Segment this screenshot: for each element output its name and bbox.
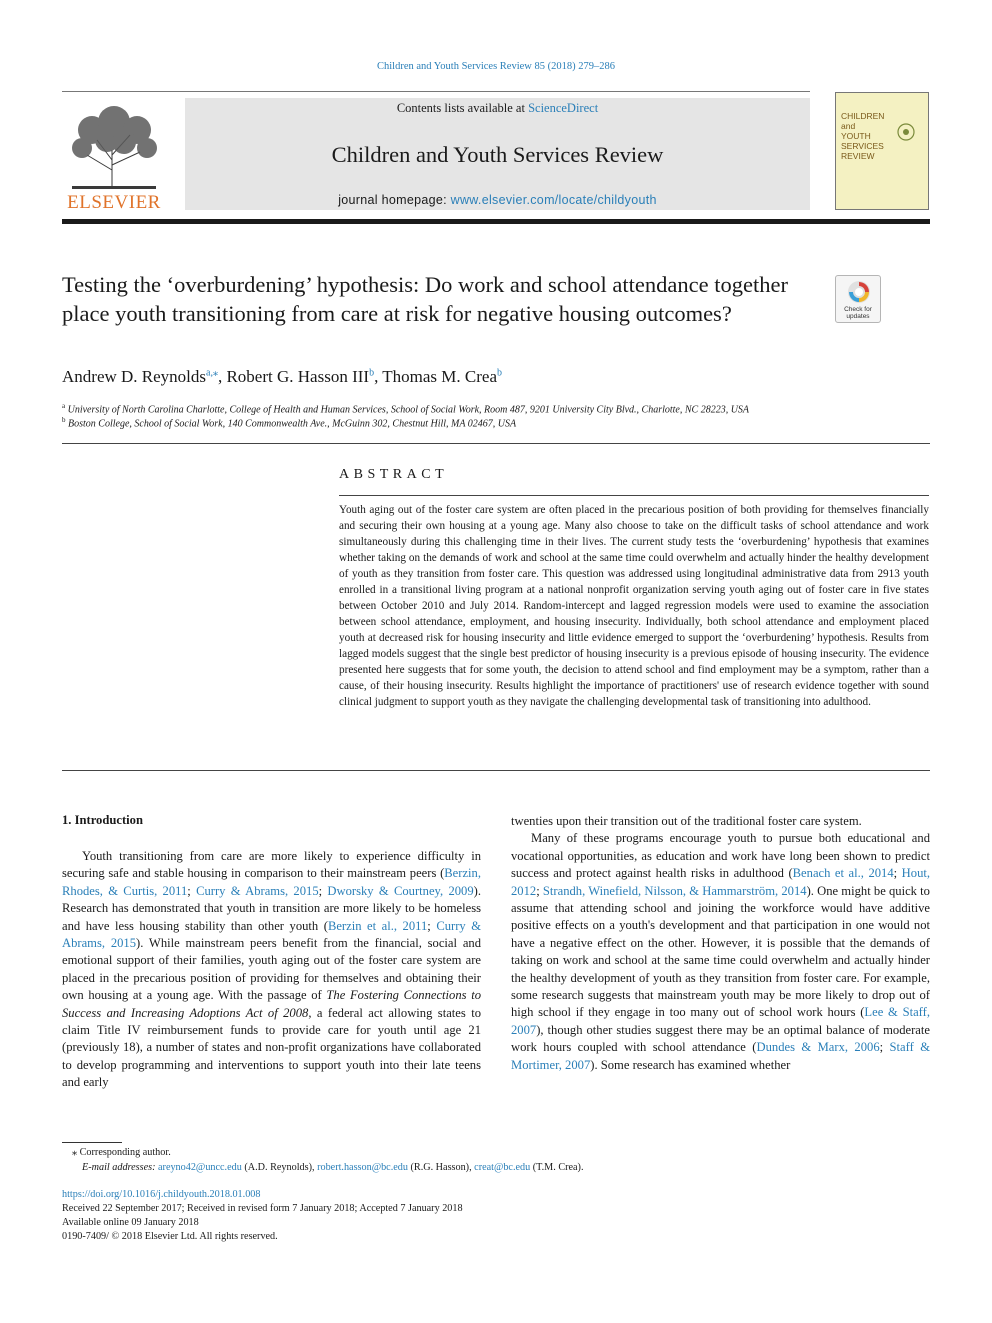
email-owner: (R.G. Hasson), bbox=[407, 1162, 475, 1173]
body-text: ). One might be quick to assume that attending school and joining the workforce would have additive positive effects on a youth's development and that participation in one would not have a negative effect on the other. However, it is possible that the demands of taking on work and school at the same time could overwhelm and actually hinder the healthy development of youth as they transition from foster care. For example, some research suggests that mainstream youth may be more likely to drop out of high school if they engage in too many out of school work hours ( bbox=[511, 883, 930, 1020]
affiliation-mark: a bbox=[62, 402, 66, 410]
contents-prefix: Contents lists available at bbox=[396, 101, 529, 115]
check-for-updates-badge[interactable] bbox=[835, 275, 881, 323]
abstract-heading: ABSTRACT bbox=[339, 467, 449, 482]
email-link[interactable]: creat@bc.edu bbox=[474, 1162, 531, 1173]
corresponding-text: Corresponding author. bbox=[77, 1147, 171, 1158]
email-label: E-mail addresses: bbox=[82, 1162, 159, 1173]
body-text: ). Research has demonstrated that youth in transition are more likely to be homeless and have less housing stability than other youth ( bbox=[62, 883, 481, 933]
author-affil-mark[interactable]: b bbox=[369, 367, 375, 379]
paragraph bbox=[62, 848, 481, 1092]
affiliation-rule bbox=[62, 443, 930, 444]
elsevier-logo[interactable] bbox=[62, 100, 166, 212]
author-separator: , bbox=[217, 367, 227, 386]
body-text: ; bbox=[427, 918, 437, 933]
citation-link[interactable]: Dworsky & Courtney, 2009 bbox=[327, 883, 474, 898]
citation-link[interactable]: Curry & Abrams, 2015 bbox=[196, 883, 319, 898]
author-name[interactable]: Thomas M. Crea bbox=[382, 367, 497, 386]
email-owner: (A.D. Reynolds), bbox=[241, 1162, 318, 1173]
author-affil-mark[interactable]: a,⁎ bbox=[206, 367, 218, 379]
body-text: ). Some research has examined whether bbox=[590, 1057, 791, 1072]
affiliation-mark: b bbox=[62, 416, 66, 424]
citation-link[interactable]: Berzin, Rhodes, & Curtis, 2011 bbox=[62, 866, 481, 898]
body-text: Youth transitioning from care are more likely to experience difficulty in securing safe and stable housing in comparison to their mainstream peers ( bbox=[62, 849, 481, 881]
paragraph bbox=[511, 830, 930, 1074]
journal-cover[interactable] bbox=[835, 92, 929, 210]
cover-title-line: SERVICES bbox=[841, 141, 884, 151]
badge-label-line2: updates bbox=[846, 313, 870, 320]
journal-citation[interactable]: Children and Youth Services Review 85 (2018) 279–286 bbox=[377, 61, 615, 72]
email-owner: (T.M. Crea). bbox=[530, 1162, 584, 1173]
sciencedirect-link[interactable]: ScienceDirect bbox=[528, 101, 599, 115]
copyright-line: 0190-7409/ © 2018 Elsevier Ltd. All rights reserved. bbox=[62, 1231, 278, 1242]
abstract-rule bbox=[339, 495, 929, 496]
author-name[interactable]: Andrew D. Reynolds bbox=[62, 367, 207, 386]
citation-link[interactable]: Staff & Mortimer, 2007 bbox=[511, 1040, 931, 1072]
cover-title-line: REVIEW bbox=[841, 151, 875, 161]
abstract-bottom-rule bbox=[62, 770, 930, 771]
elsevier-tree-icon bbox=[62, 100, 166, 192]
body-text: ; bbox=[536, 883, 543, 898]
body-text: ; bbox=[187, 883, 197, 898]
author-affil-mark[interactable]: b bbox=[497, 367, 502, 379]
body-text: twenties upon their transition out of the traditional foster care system. bbox=[511, 814, 862, 828]
body-text: ). While mainstream peers benefit from the financial, social and emotional support of their families, youth aging out of the foster care system are placed in the precarious position of providing for themselves and obtaining their own housing at a young age. With the passage of bbox=[62, 936, 481, 1003]
affiliation-text: Boston College, School of Social Work, 140 Commonwealth Ave., McGuinn 302, Chestnut Hill, MA 02467, USA bbox=[68, 418, 517, 430]
elsevier-wordmark: ELSEVIER bbox=[67, 192, 161, 213]
paragraph bbox=[511, 813, 930, 830]
homepage-line bbox=[185, 193, 810, 207]
citation-link[interactable]: Benach et al., 2014 bbox=[792, 866, 894, 881]
cover-title bbox=[841, 111, 891, 161]
corresponding-mark: ⁎ bbox=[72, 1147, 78, 1158]
footnote-rule bbox=[62, 1142, 122, 1143]
header-thick-rule bbox=[62, 219, 930, 224]
homepage-link[interactable]: www.elsevier.com/locate/childyouth bbox=[450, 193, 657, 207]
cover-title-line: and bbox=[841, 121, 856, 131]
corresponding-note bbox=[72, 1147, 171, 1158]
left-column bbox=[62, 848, 481, 1092]
author-list bbox=[62, 367, 502, 387]
affiliation-text: University of North Carolina Charlotte, College of Health and Human Services, School of Social Work, Room 487, 9201 University City Blvd., Charlotte, NC 28223, USA bbox=[67, 404, 750, 416]
citation-link[interactable]: Hout, 2012 bbox=[511, 866, 931, 898]
journal-banner bbox=[185, 98, 810, 210]
body-text: Many of these programs encourage youth to pursue both educational and vocational opportunities, as education and work have long been shown to predict success and protect against health risks in adulthood ( bbox=[511, 831, 930, 881]
badge-label-line1: Check for bbox=[844, 306, 872, 313]
body-text: , a federal act allowing states to claim Title IV reimbursement funds to provide care for youth until age 21 (previously 18), a number of states and non-profit organizations have collaborated to develop programming and interventions to support youth into their late teens and early bbox=[62, 1005, 481, 1090]
body-text: ; bbox=[893, 866, 902, 881]
email-note bbox=[82, 1162, 584, 1173]
body-text: ), though other studies suggest there may be an optimal balance of moderate work hours coupled with school attendance ( bbox=[511, 1022, 930, 1055]
citation-link[interactable]: Dundes & Marx, 2006 bbox=[756, 1040, 880, 1055]
citation-link[interactable]: Berzin et al., 2011 bbox=[327, 918, 428, 933]
article-title: Testing the ‘overburdening’ hypothesis: Do work and school attendance together place youth transitioning from care at risk for negative housing outcomes? bbox=[62, 272, 788, 326]
journal-title: Children and Youth Services Review bbox=[331, 142, 664, 167]
right-column bbox=[511, 813, 930, 1074]
affiliation-a bbox=[62, 402, 749, 415]
check-updates-icon bbox=[847, 280, 871, 304]
contents-line bbox=[185, 101, 810, 116]
received-dates: Received 22 September 2017; Received in revised form 7 January 2018; Accepted 7 January 2018 bbox=[62, 1203, 463, 1214]
body-text: ; bbox=[318, 883, 328, 898]
badge-label bbox=[836, 306, 880, 320]
homepage-prefix: journal homepage: bbox=[338, 193, 451, 207]
email-link[interactable]: areyno42@uncc.edu bbox=[158, 1162, 242, 1173]
doi-link[interactable]: https://doi.org/10.1016/j.childyouth.2018.01.008 bbox=[62, 1189, 261, 1200]
abstract-text: Youth aging out of the foster care system are often placed in the precarious position of both providing for themselves financially and securing their own housing at a young age. Many also choose to take on the difficult tasks of school attendance and work simultaneously during this challenging time in their lives. The current study tests the ‘overburdening’ hypothesis that examines whether taking on the demands of work and school at the same time could overwhelm and actually hinder the healthy development of youth as they transition from foster care. This question was addressed using longitudinal administrative data from 2913 youth enrolled in a transitional living program at a national nonprofit organization serving youth aging out of foster care in five states between October 2010 and July 2014. Random-intercept and lagged regression models were used to examine the association between school attendance, employment, and housing insecurity. Individually, both school attendance and employment placed youth at decreased risk for housing insecurity and little evidence emerged to support the ‘overburdening’ hypothesis. Results from lagged models suggest that the single best predictor of housing insecurity is a previous episode of housing insecurity. The evidence presented here suggests that for some youth, the decision to attend school and find employment may be a symptom, rather than a cause, of their housing insecurity. Results highlight the importance of practitioners' use of research evidence together with sound clinical judgment to support youth as they navigate the challenging developmental task of transitioning into adulthood. bbox=[339, 504, 929, 708]
section-heading: 1. Introduction bbox=[62, 813, 143, 827]
act-name: The Fostering Connections to Success and Increasing Adoptions Act of 2008 bbox=[62, 988, 481, 1020]
cover-title-line: CHILDREN bbox=[841, 111, 885, 121]
citation-link[interactable]: Lee & Staff, 2007 bbox=[511, 1005, 930, 1037]
affiliation-b bbox=[62, 416, 516, 429]
citation-link[interactable]: Strandh, Winefield, Nilsson, & Hammarström, 2014 bbox=[542, 883, 807, 898]
cover-emblem-icon bbox=[888, 117, 924, 147]
author-name[interactable]: Robert G. Hasson III bbox=[226, 367, 370, 386]
cover-title-line: YOUTH bbox=[841, 131, 871, 141]
author-separator: , bbox=[374, 367, 383, 386]
header-rule bbox=[62, 91, 810, 92]
available-online: Available online 09 January 2018 bbox=[62, 1217, 199, 1228]
email-link[interactable]: robert.hasson@bc.edu bbox=[317, 1162, 408, 1173]
citation-link[interactable]: Curry & Abrams, 2015 bbox=[62, 918, 482, 951]
body-text: ; bbox=[879, 1040, 890, 1055]
